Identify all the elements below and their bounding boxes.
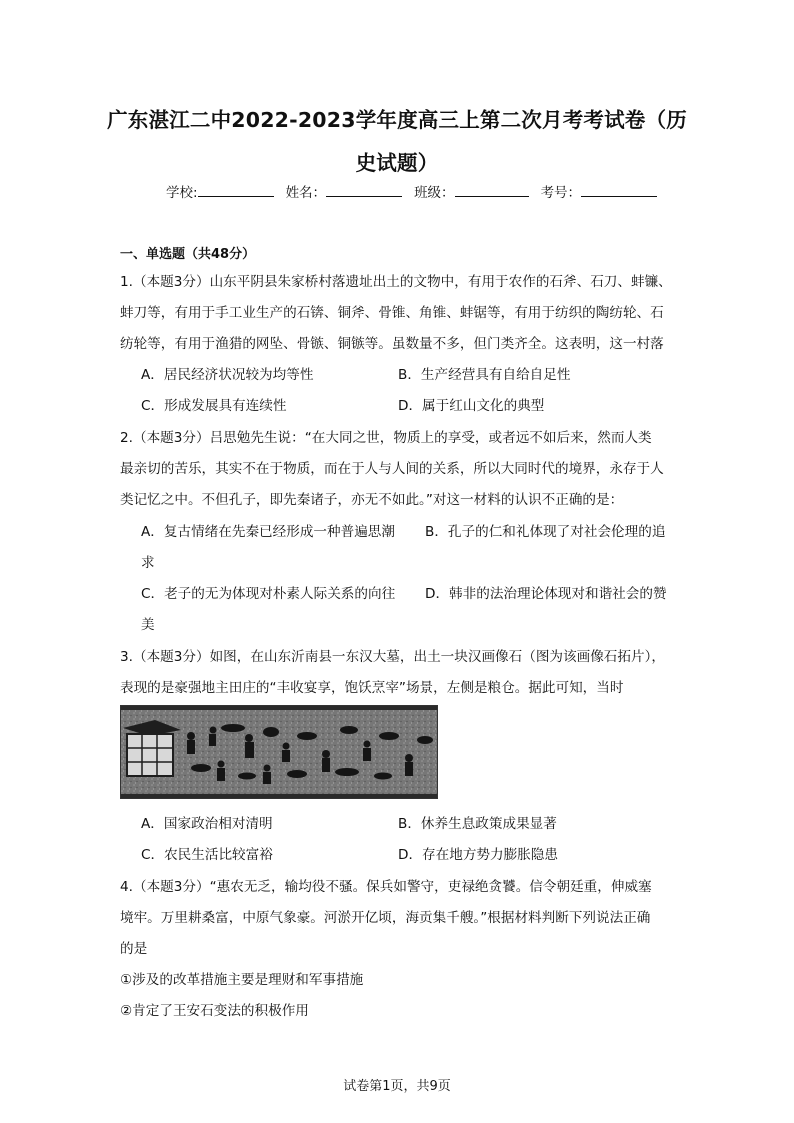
school-blank[interactable] [198, 184, 274, 197]
q2-option-b[interactable]: B．孔子的仁和礼体现了对社会伦理的追 [425, 524, 666, 540]
q3-line2: 表现的是豪强地主田庄的“丰收宴享，饱饫烹宰”场景，左侧是粮仓。据此可知，当时 [120, 680, 624, 696]
q1-option-c[interactable]: C．形成发展具有连续性 [141, 398, 287, 414]
q2-option-b-cont: 求 [141, 555, 155, 571]
q2-line3: 类记忆之中。不但孔子，即先秦诸子，亦无不如此。”对这一材料的认识不正确的是： [120, 492, 624, 508]
page-footer: 试卷第1页，共9页 [343, 1079, 451, 1094]
q4-line2: 境牢。万里耕桑富，中原气象豪。河淤开亿顷，海贡集千艘。”根据材料判断下列说法正确 [120, 910, 651, 926]
q4-line3: 的是 [120, 941, 148, 957]
q3-line1: 3.（本题3分）如图，在山东沂南县一东汉大墓，出土一块汉画像石（图为该画像石拓片）， [120, 649, 665, 665]
student-info-row [166, 181, 636, 201]
q2-option-a[interactable]: A．复古情绪在先秦已经形成一种普遍思潮 [141, 524, 395, 540]
q1-option-a[interactable]: A．居民经济状况较为均等性 [141, 367, 314, 383]
q4-statement-2: ②肯定了王安石变法的积极作用 [120, 1003, 309, 1019]
section-title: 一、单选题（共48分） [120, 247, 256, 262]
q4-statement-1: ①涉及的改革措施主要是理财和军事措施 [120, 972, 364, 988]
q2-line1: 2.（本题3分）吕思勉先生说：“在大同之世，物质上的享受，或者远不如后来，然而人类 [120, 430, 652, 446]
q2-line2: 最亲切的苦乐，其实不在于物质，而在于人与人间的关系，所以大同时代的境界，永存于人 [120, 461, 664, 477]
name-blank[interactable] [326, 184, 402, 197]
exam-title-line1: 广东湛江二中2022-2023学年度高三上第二次月考考试卷（历 [107, 108, 687, 132]
q2-option-d[interactable]: D．韩非的法治理论体现对和谐社会的赞 [425, 586, 667, 602]
q2-option-d-cont: 美 [141, 617, 155, 633]
class-blank[interactable] [455, 184, 529, 197]
exam-number-label: 考号： [540, 185, 582, 201]
class-label: 班级： [414, 185, 455, 201]
q1-option-b[interactable]: B．生产经营具有自给自足性 [398, 367, 571, 383]
q1-line3: 纺轮等，有用于渔猎的网坠、骨镞、铜镞等。虽数量不多，但门类齐全。这表明，这一村落 [120, 336, 664, 352]
exam-number-blank[interactable] [581, 184, 657, 197]
q1-line2: 蚌刀等，有用于手工业生产的石锛、铜斧、骨锥、角锥、蚌锯等，有用于纺织的陶纺轮、石 [120, 305, 664, 321]
q3-option-c[interactable]: C．农民生活比较富裕 [141, 847, 273, 863]
q2-option-c[interactable]: C．老子的无为体现对朴素人际关系的向往 [141, 586, 396, 602]
q1-line1: 1.（本题3分）山东平阴县朱家桥村落遗址出土的文物中，有用于农作的石斧、石刀、蚌镰、 [120, 274, 672, 290]
q3-option-a[interactable]: A．国家政治相对清明 [141, 816, 273, 832]
q4-line1: 4.（本题3分）“惠农无乏，输均役不骚。保兵如警守，吏禄绝贪饕。信令朝廷重，伸威塞 [120, 879, 652, 895]
exam-title-line2: 史试题） [355, 151, 439, 175]
q3-option-d[interactable]: D．存在地方势力膨胀隐患 [398, 847, 558, 863]
school-label: 学校: [166, 185, 198, 201]
q3-option-b[interactable]: B．休养生息政策成果显著 [398, 816, 557, 832]
q1-option-d[interactable]: D．属于红山文化的典型 [398, 398, 545, 414]
name-label: 姓名： [285, 185, 327, 201]
han-stone-relief-rubbing-image [120, 705, 438, 799]
